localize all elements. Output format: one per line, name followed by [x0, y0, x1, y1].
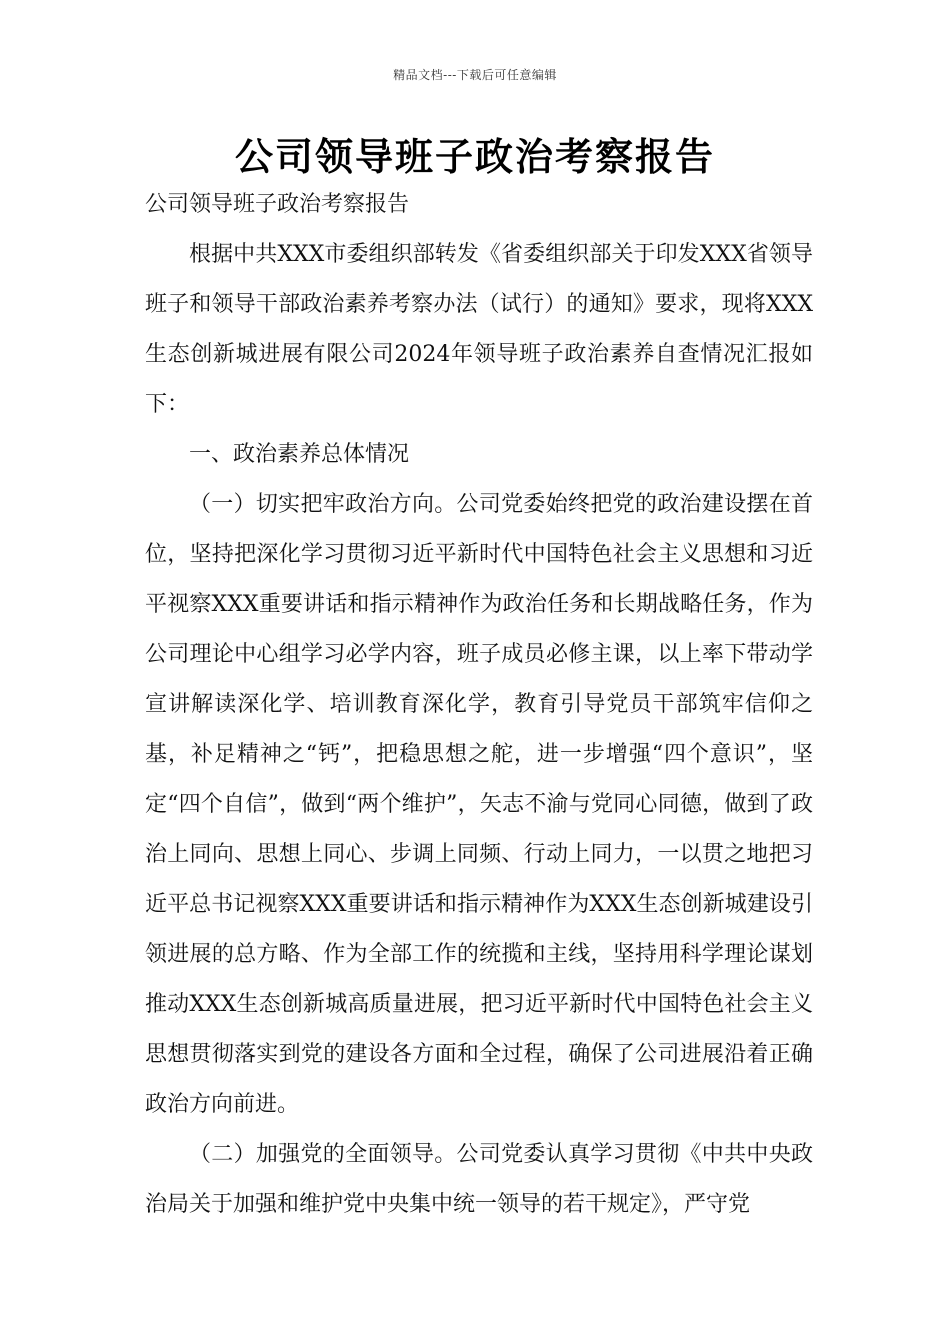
- document-title: 公司领导班子政治考察报告: [234, 134, 715, 179]
- document-body: [145, 180, 813, 1230]
- section-heading-1: 一、政治素养总体情况: [189, 442, 410, 467]
- paragraph-party-leadership: （二）加强党的全面领导。公司党委认真学习贯彻《中共中央政治局关于加强和维护党中央集中统一领导的若干规定》，严守党: [145, 1142, 813, 1217]
- paragraph-intro: 根据中共XXX市委组织部转发《省委组织部关于印发XXX省领导班子和领导干部政治素养考察办法（试行）的通知》要求，现将XXX生态创新城进展有限公司2024年领导班子政治素养自查情况汇报如下：: [145, 242, 813, 417]
- header-note: 精品文档---下载后可任意编辑: [393, 68, 557, 82]
- paragraph-political-direction: （一）切实把牢政治方向。公司党委始终把党的政治建设摆在首位，坚持把深化学习贯彻习近平新时代中国特色社会主义思想和习近平视察XXX重要讲话和指示精神作为政治任务和长期战略任务，作为公司理论中心组学习必学内容，班子成员必修主课，以上率下带动学宣讲解读深化学、培训教育深化学，教育引导党员干部筑牢信仰之基，补足精神之“钙”，把稳思想之舵，进一步增强“四个意识”，坚定“四个自信”，做到“两个维护”，矢志不渝与党同心同德，做到了政治上同向、思想上同心、步调上同频、行动上同力，一以贯之地把习近平总书记视察XXX重要讲话和指示精神作为XXX生态创新城建设引领进展的总方略、作为全部工作的统揽和主线，坚持用科学理论谋划推动XXX生态创新城高质量进展，把习近平新时代中国特色社会主义思想贯彻落实到党的建设各方面和全过程，确保了公司进展沿着正确政治方向前进。: [145, 492, 813, 1117]
- document-subtitle: 公司领导班子政治考察报告: [145, 192, 410, 217]
